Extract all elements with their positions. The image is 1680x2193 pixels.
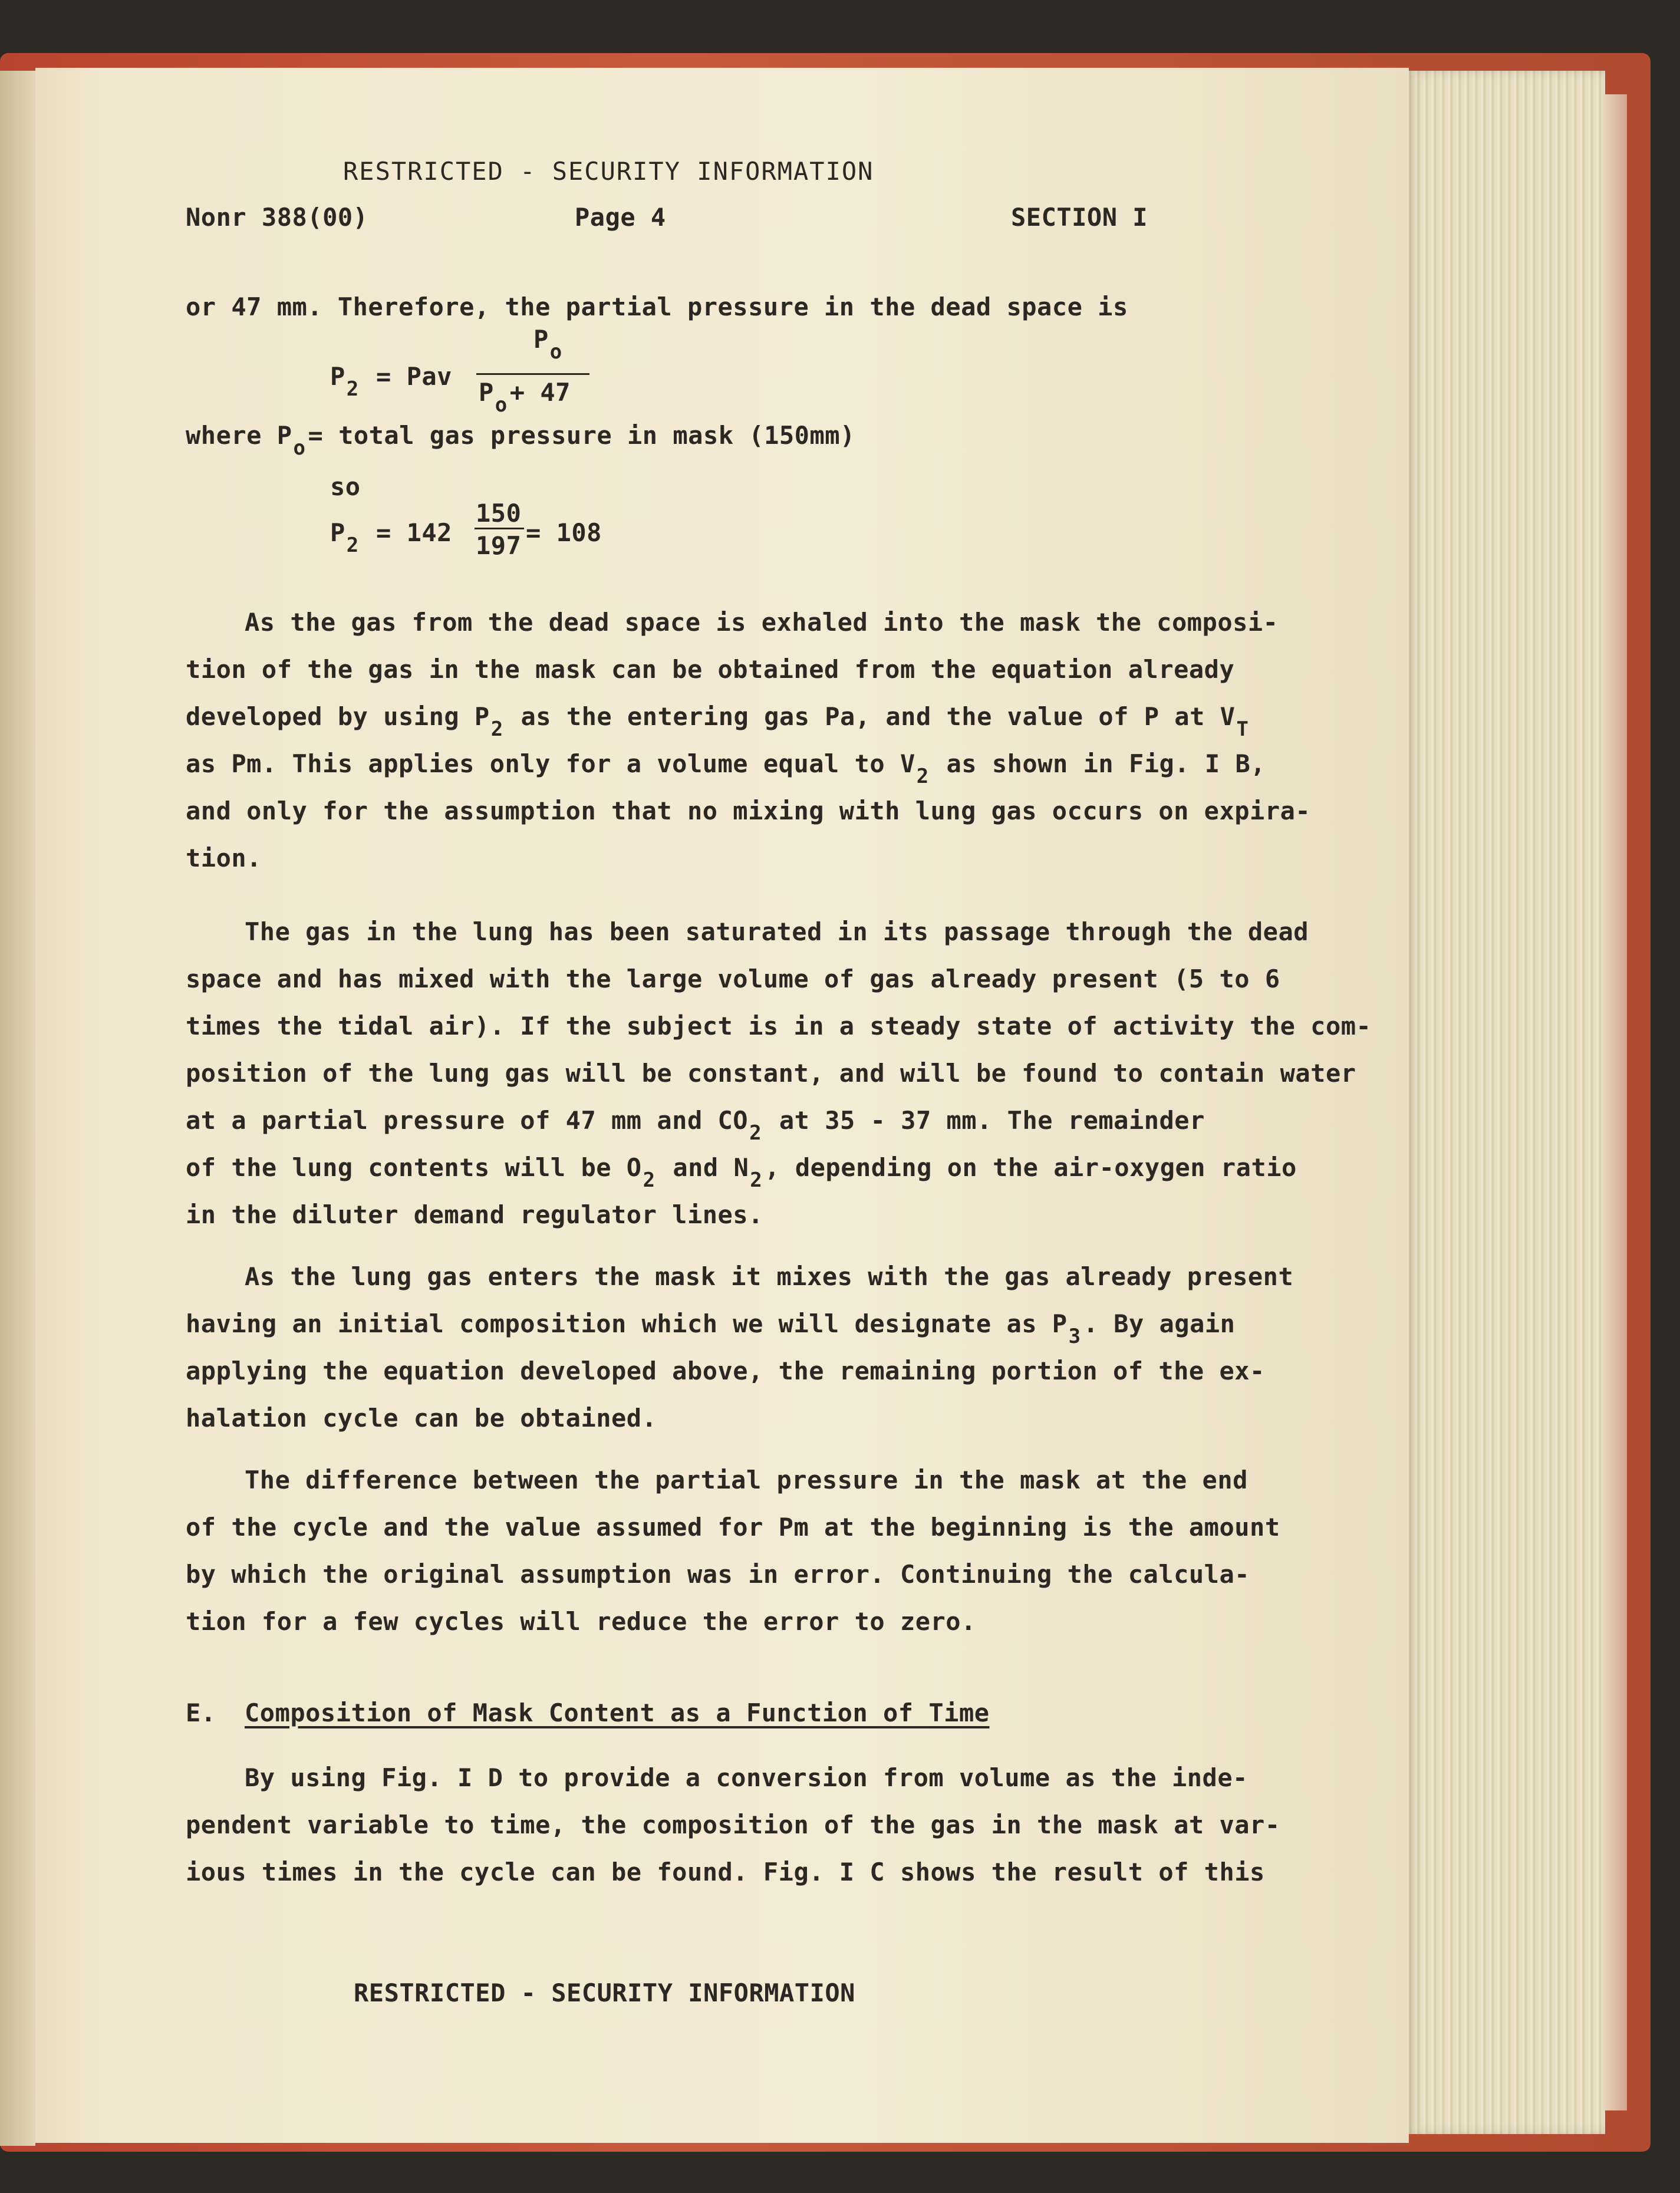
header-section: SECTION I <box>1011 203 1148 232</box>
page-stack-edge <box>1603 94 1627 2110</box>
paragraph-4-line-2: of the cycle and the value assumed for Pm at the beginning is the amount <box>186 1513 1280 1542</box>
paragraph-1-line-3: developed by using $P_2$ as the entering gas Pa, and the value of P at $V_T$ <box>186 702 1249 741</box>
paragraph-2-line-4: position of the lung gas will be constant, and will be found to contain water <box>186 1059 1356 1088</box>
paragraph-2-line-6: of the lung contents will be $O_2$ and $N_2$, depending on the air-oxygen ratio <box>186 1153 1297 1192</box>
header-page-number: Page 4 <box>575 203 666 232</box>
paragraph-3-line-3: applying the equation developed above, the remaining portion of the ex- <box>186 1356 1265 1385</box>
header-classification: RESTRICTED - SECURITY INFORMATION <box>343 157 874 186</box>
paragraph-2-line-7: in the diluter demand regulator lines. <box>186 1200 763 1229</box>
paragraph-1-line-4: as Pm. This applies only for a volume equal to $V_2$ as shown in Fig. I B, <box>186 749 1266 788</box>
paragraph-5-line-2: pendent variable to time, the composition of the gas in the mask at var- <box>186 1810 1280 1839</box>
equation-1-numerator: $P_o$ <box>533 325 562 364</box>
document-page <box>35 68 1409 2143</box>
paragraph-4-line-4: tion for a few cycles will reduce the error to zero. <box>186 1607 976 1636</box>
equation-2-lhs: $P_2$ <box>330 518 359 557</box>
equation-1-lhs: $P_2$ <box>330 362 359 401</box>
equation-1-fraction-bar <box>476 373 589 375</box>
page-stack <box>1403 71 1605 2134</box>
equation-2-eq: = 142 <box>376 518 452 547</box>
where-definition: where $P_o=$ total gas pressure in mask (150mm) <box>186 421 855 460</box>
paragraph-5-line-1: By using Fig. I D to provide a conversion from volume as the inde- <box>245 1763 1248 1792</box>
section-e-title: Composition of Mask Content as a Function of Time <box>245 1698 990 1727</box>
so-label: so <box>330 472 361 501</box>
equation-2-result: = 108 <box>526 518 602 547</box>
paragraph-3-line-2: having an initial composition which we will designate as $P_3$. By again <box>186 1309 1236 1348</box>
equation-2-fraction-bar <box>475 528 524 529</box>
facing-page-edge <box>0 71 35 2146</box>
paragraph-2-line-2: space and has mixed with the large volume of gas already present (5 to 6 <box>186 964 1280 993</box>
paragraph-3-line-4: halation cycle can be obtained. <box>186 1404 657 1433</box>
paragraph-4-line-3: by which the original assumption was in error. Continuing the calcula- <box>186 1560 1250 1589</box>
paragraph-2-line-3: times the tidal air). If the subject is in a steady state of activity the com- <box>186 1012 1372 1040</box>
paragraph-2-line-1: The gas in the lung has been saturated in its passage through the dead <box>245 917 1309 946</box>
equation-2-numerator: 150 <box>476 499 522 528</box>
paragraph-4-line-1: The difference between the partial pressure in the mask at the end <box>245 1466 1248 1494</box>
intro-line: or 47 mm. Therefore, the partial pressure in the dead space is <box>186 292 1128 321</box>
paragraph-1-line-2: tion of the gas in the mask can be obtained from the equation already <box>186 655 1235 684</box>
paragraph-2-line-5: at a partial pressure of 47 mm and $CO_2$ at 35 - 37 mm. The remainder <box>186 1106 1205 1145</box>
paragraph-5-line-3: ious times in the cycle can be found. Fig. I C shows the result of this <box>186 1858 1265 1886</box>
equation-1-eq: = Pav <box>376 362 452 391</box>
equation-1-denominator: $P_o+ 47$ <box>479 378 571 417</box>
header-contract: Nonr 388(00) <box>186 203 368 232</box>
section-e-letter: E. <box>186 1698 216 1727</box>
footer-classification: RESTRICTED - SECURITY INFORMATION <box>354 1978 855 2007</box>
paragraph-1-line-5: and only for the assumption that no mixing with lung gas occurs on expira- <box>186 796 1311 825</box>
paragraph-3-line-1: As the lung gas enters the mask it mixes with the gas already present <box>245 1262 1294 1291</box>
equation-2-denominator: 197 <box>476 531 522 560</box>
paragraph-1-line-6: tion. <box>186 844 262 872</box>
paragraph-1-line-1: As the gas from the dead space is exhaled into the mask the composi- <box>245 608 1279 637</box>
